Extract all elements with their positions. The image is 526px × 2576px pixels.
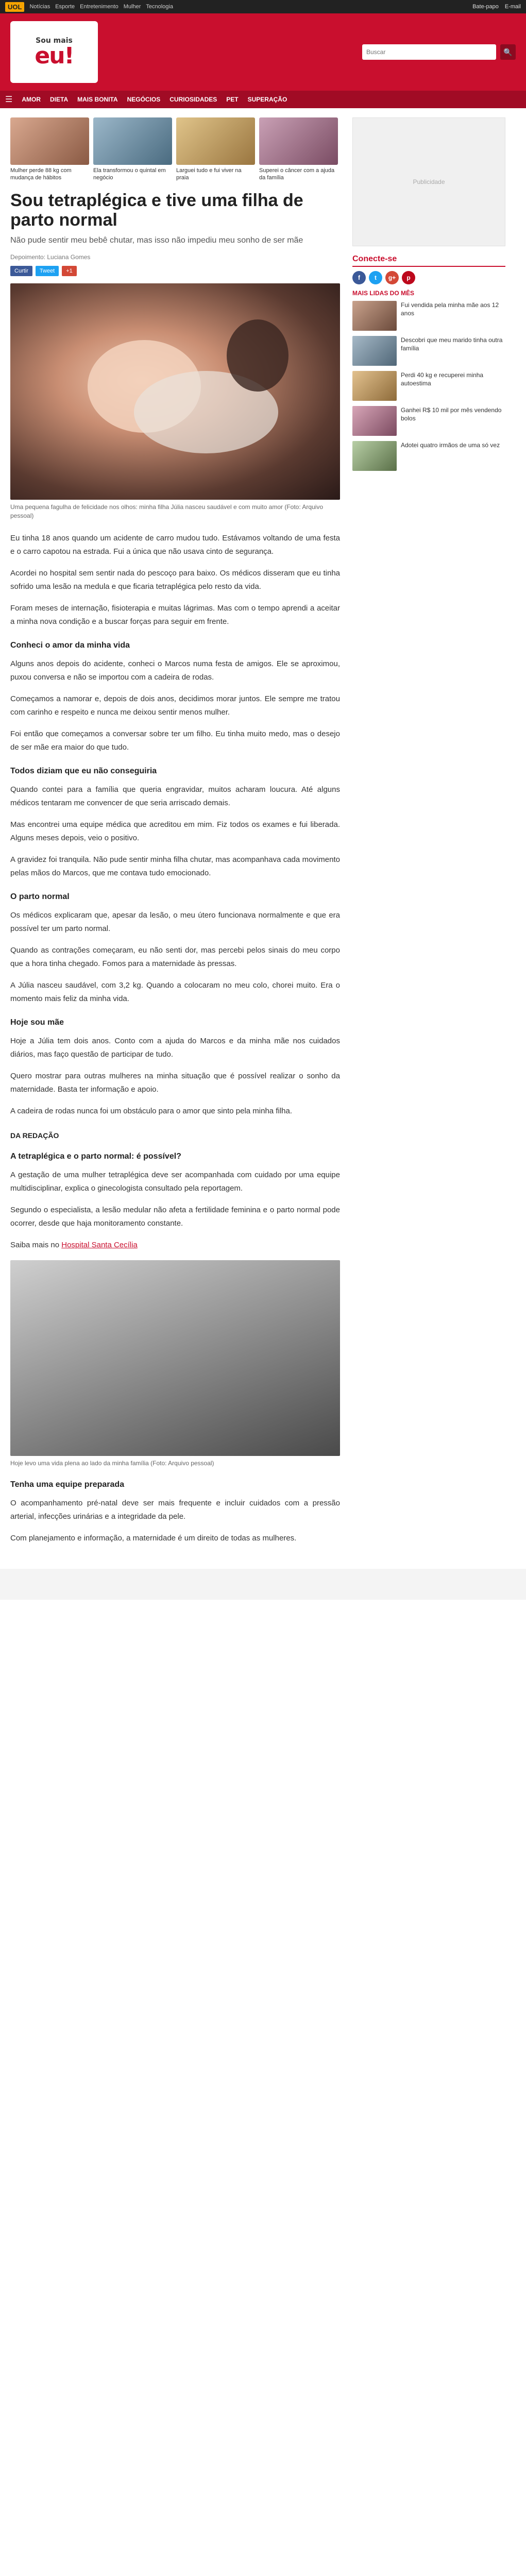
google-plus-button[interactable]: +1: [62, 266, 77, 276]
article-title: Sou tetraplégica e tive uma filha de parto normal: [10, 191, 303, 230]
search-input[interactable]: [362, 44, 496, 60]
most-read-title: Perdi 40 kg e recuperei minha autoestima: [401, 371, 484, 387]
paragraph: Alguns anos depois do acidente, conheci o Marcos numa festa de amigos. Ele se aproximou, puxou conversa e não se importou com a cadeira de rodas.: [10, 659, 340, 682]
uol-links: [29, 4, 173, 10]
most-read-title: Ganhei R$ 10 mil por mês vendendo bolos: [401, 406, 502, 422]
paragraph: Foram meses de internação, fisioterapia e muitas lágrimas. Mas com o tempo aprendi a aceitar a minha nova condição e a buscar forças para seguir em frente.: [10, 604, 340, 626]
email-link[interactable]: E-mail: [504, 4, 521, 10]
tweet-button[interactable]: Tweet: [36, 266, 59, 276]
chat-link[interactable]: Bate-papo: [472, 4, 499, 10]
paragraph: Quando contei para a família que queria engravidar, muitos acharam loucura. Até alguns médicos tentaram me convencer de que seria arriscado demais.: [10, 785, 340, 807]
paragraph: Eu tinha 18 anos quando um acidente de carro mudou tudo. Estávamos voltando de uma festa e o carro capotou na estrada. Fui a única que não usava cinto de segurança.: [10, 534, 340, 556]
section-heading: Tenha uma equipe preparada: [10, 1480, 125, 1489]
featured-thumb: [176, 117, 255, 165]
uol-link[interactable]: Tecnologia: [146, 4, 173, 10]
expert-heading: A tetraplégica e o parto normal: é possível?: [10, 1152, 181, 1161]
paragraph: Quando as contrações começaram, eu não senti dor, mas percebi pelos sinais do meu corpo que a hora tinha chegado. Fomos para a maternidade às pressas.: [10, 946, 340, 968]
nav-item-superacao[interactable]: SUPERAÇÃO: [247, 96, 287, 103]
hero-illustration: [10, 283, 340, 500]
featured-thumb: [93, 117, 172, 165]
paragraph: A Júlia nasceu saudável, com 3,2 kg. Quando a colocaram no meu colo, chorei muito. Era o momento mais feliz da minha vida.: [10, 981, 340, 1003]
share-row: [10, 266, 340, 276]
most-read-item[interactable]: [352, 371, 505, 401]
section-heading: Conheci o amor da minha vida: [10, 641, 130, 650]
main-nav: [0, 91, 526, 108]
nav-item-pet[interactable]: PET: [226, 96, 239, 103]
site-header: [0, 13, 526, 91]
paragraph: A cadeira de rodas nunca foi um obstáculo para o amor que sinto pela minha filha.: [10, 1107, 293, 1115]
hero-caption: Uma pequena fagulha de felicidade nos olhos: minha filha Júlia nasceu saudável e com muito amor (Foto: Arquivo pessoal): [10, 503, 324, 519]
paragraph: Com planejamento e informação, a maternidade é um direito de todas as mulheres.: [10, 1534, 297, 1543]
hamburger-menu-icon[interactable]: ☰: [5, 95, 13, 104]
search-button[interactable]: [500, 44, 516, 60]
most-read-thumb: [352, 336, 397, 366]
most-read-heading: MAIS LIDAS DO MÊS: [352, 290, 415, 297]
nav-item-negocios[interactable]: NEGÓCIOS: [127, 96, 161, 103]
twitter-icon[interactable]: t: [369, 271, 382, 284]
header-search-area: [362, 44, 516, 60]
featured-title: Mulher perde 88 kg com mudança de hábitos: [10, 167, 72, 181]
footer: [0, 1569, 526, 1600]
featured-strip: [10, 117, 340, 181]
most-read-thumb: [352, 301, 397, 331]
most-read-item[interactable]: [352, 406, 505, 436]
social-row: [352, 271, 505, 284]
paragraph: O acompanhamento pré-natal deve ser mais frequente e incluir cuidados com a pressão arterial, infecções urinárias e a integridade da pele.: [10, 1499, 340, 1521]
section-heading: O parto normal: [10, 892, 70, 901]
most-read-title: Descobri que meu marido tinha outra família: [401, 336, 503, 352]
featured-card[interactable]: [93, 117, 172, 181]
section-heading: Hoje sou mãe: [10, 1018, 64, 1027]
sidebar: [352, 117, 505, 1553]
paragraph: Foi então que começamos a conversar sobre ter um filho. Eu tinha muito medo, mas o desejo de ser mãe era maior do que tudo.: [10, 730, 340, 752]
featured-card[interactable]: [259, 117, 338, 181]
most-read-item[interactable]: [352, 336, 505, 366]
uol-right-links: [472, 4, 521, 10]
featured-card[interactable]: [176, 117, 255, 181]
featured-thumb: [259, 117, 338, 165]
nav-item-curiosidades[interactable]: CURIOSIDADES: [169, 96, 217, 103]
article-body: [10, 532, 340, 1545]
paragraph: Acordei no hospital sem sentir nada do pescoço para baixo. Os médicos disseram que eu tinha sofrido uma lesão na medula e que ficaria tetraplégica pelo resto da vida.: [10, 569, 340, 591]
most-read-item[interactable]: [352, 441, 505, 471]
photo-caption: Hoje levo uma vida plena ao lado da minha família (Foto: Arquivo pessoal): [10, 1460, 214, 1467]
link-prefix: Saiba mais no: [10, 1241, 60, 1249]
paragraph-with-link: [10, 1239, 340, 1252]
article-subtitle: Não pude sentir meu bebê chutar, mas isso não impediu meu sonho de ser mãe: [10, 236, 303, 245]
nav-item-amor[interactable]: AMOR: [22, 96, 41, 103]
paragraph: A gestação de uma mulher tetraplégica deve ser acompanhada com cuidado por uma equipe multidisciplinar, explica o ginecologista consultado pela reportagem.: [10, 1171, 340, 1193]
nav-item-dieta[interactable]: DIETA: [50, 96, 69, 103]
inline-photo: [10, 1260, 340, 1456]
most-read-thumb: [352, 406, 397, 436]
hero-photo: [10, 283, 340, 500]
uol-link[interactable]: Entretenimento: [80, 4, 118, 10]
paragraph: Hoje a Júlia tem dois anos. Conto com a ajuda do Marcos e da minha mãe nos cuidados diários, mas faço questão de participar de tudo.: [10, 1037, 340, 1059]
uol-top-bar: [0, 0, 526, 13]
search-icon: 🔍: [503, 47, 513, 56]
content: [0, 108, 526, 1553]
uol-link[interactable]: Notícias: [29, 4, 50, 10]
uol-logo[interactable]: UOL: [5, 2, 24, 12]
featured-thumb: [10, 117, 89, 165]
paragraph: A gravidez foi tranquila. Não pude sentir minha filha chutar, mas acompanhava cada movimento pelas mãos do Marcos, que me contava tudo emocionado.: [10, 855, 340, 877]
pinterest-icon[interactable]: p: [402, 271, 415, 284]
facebook-like-button[interactable]: Curtir: [10, 266, 32, 276]
expert-kicker: DA REDAÇÃO: [10, 1131, 59, 1140]
most-read-title: Fui vendida pela minha mãe aos 12 anos: [401, 301, 499, 317]
google-plus-icon[interactable]: g+: [385, 271, 399, 284]
uol-link[interactable]: Esporte: [55, 4, 75, 10]
featured-card[interactable]: [10, 117, 89, 181]
paragraph: Os médicos explicaram que, apesar da lesão, o meu útero funcionava normalmente e que era possível ter um parto normal.: [10, 911, 340, 933]
brand: [10, 21, 98, 83]
byline: Depoimento: Luciana Gomes: [10, 253, 91, 261]
paragraph: Começamos a namorar e, depois de dois anos, decidimos morar juntos. Ele sempre me tratou com carinho e respeito e nunca me deixou sentir menos mulher.: [10, 694, 340, 717]
nav-item-mais-bonita[interactable]: MAIS BONITA: [77, 96, 118, 103]
main-column: [10, 117, 340, 1553]
featured-title: Ela transformou o quintal em negócio: [93, 167, 166, 181]
featured-title: Superei o câncer com a ajuda da família: [259, 167, 335, 181]
uol-link[interactable]: Mulher: [123, 4, 141, 10]
most-read-thumb: [352, 441, 397, 471]
hospital-link[interactable]: Hospital Santa Cecília: [61, 1241, 138, 1249]
connect-heading: Conecte-se: [352, 255, 505, 267]
featured-title: Larguei tudo e fui viver na praia: [176, 167, 242, 181]
facebook-icon[interactable]: f: [352, 271, 366, 284]
most-read-item[interactable]: [352, 301, 505, 331]
most-read-thumb: [352, 371, 397, 401]
paragraph: Quero mostrar para outras mulheres na minha situação que é possível realizar o sonho da maternidade. Basta ter informação e apoio.: [10, 1072, 340, 1094]
site-logo[interactable]: Sou mais eu!: [10, 21, 98, 83]
ad-slot[interactable]: Publicidade: [352, 117, 505, 246]
paragraph: Segundo o especialista, a lesão medular não afeta a fertilidade feminina e o parto normal pode ocorrer, desde que haja monitoramento constante.: [10, 1206, 340, 1228]
section-heading: Todos diziam que eu não conseguiria: [10, 767, 157, 775]
paragraph: Mas encontrei uma equipe médica que acreditou em mim. Fiz todos os exames e fui liberada. Alguns meses depois, veio o positivo.: [10, 820, 340, 842]
most-read-title: Adotei quatro irmãos de uma só vez: [401, 442, 500, 449]
